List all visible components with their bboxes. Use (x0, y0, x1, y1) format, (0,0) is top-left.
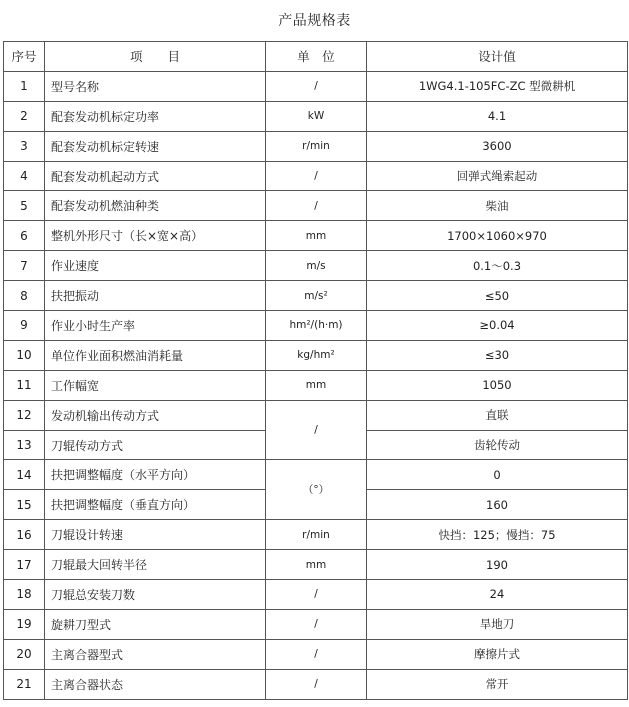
table-row (4, 101, 628, 131)
row-unit: / (266, 580, 367, 610)
header-no: 序号 (4, 42, 45, 72)
table-row (4, 370, 628, 400)
row-value: 0.1～0.3 (367, 251, 628, 281)
row-item: 配套发动机燃油种类 (45, 191, 266, 221)
header-item: 项 目 (45, 42, 266, 72)
row-item: 整机外形尺寸（长×宽×高） (45, 221, 266, 251)
table-row (4, 340, 628, 370)
row-value: 旱地刀 (367, 609, 628, 639)
row-value: 柴油 (367, 191, 628, 221)
row-item: 刀辊最大回转半径 (45, 550, 266, 580)
row-value: 1050 (367, 370, 628, 400)
table-row (4, 131, 628, 161)
row-item: 扶把调整幅度（水平方向） (45, 460, 266, 490)
row-unit: mm (266, 221, 367, 251)
row-unit: / (266, 669, 367, 699)
row-value: 160 (367, 490, 628, 520)
row-item: 工作幅宽 (45, 370, 266, 400)
table-row (4, 639, 628, 669)
row-no: 6 (4, 221, 45, 251)
row-item: 扶把调整幅度（垂直方向） (45, 490, 266, 520)
row-item: 刀辊传动方式 (45, 430, 266, 460)
page-title: 产品规格表 (278, 13, 351, 29)
table-row (4, 400, 628, 430)
header-unit: 单 位 (266, 42, 367, 72)
row-unit: hm²/(h·m) (266, 311, 367, 341)
table-row (4, 251, 628, 281)
row-value: 快挡：125；慢挡：75 (367, 520, 628, 550)
table-row (4, 311, 628, 341)
row-value: 齿轮传动 (367, 430, 628, 460)
table-header-row (4, 42, 628, 72)
header-value: 设计值 (367, 42, 628, 72)
row-no: 9 (4, 311, 45, 341)
row-unit-merged: / (266, 400, 367, 460)
row-unit: / (266, 71, 367, 101)
row-value: 直联 (367, 400, 628, 430)
row-unit: kW (266, 101, 367, 131)
row-item: 发动机输出传动方式 (45, 400, 266, 430)
row-unit: kg/hm² (266, 340, 367, 370)
table-row (4, 161, 628, 191)
row-unit: r/min (266, 520, 367, 550)
row-item: 单位作业面积燃油消耗量 (45, 340, 266, 370)
row-value: ≤30 (367, 340, 628, 370)
row-no: 21 (4, 669, 45, 699)
row-unit: / (266, 161, 367, 191)
row-no: 1 (4, 71, 45, 101)
row-unit: mm (266, 550, 367, 580)
row-no: 18 (4, 580, 45, 610)
row-no: 16 (4, 520, 45, 550)
row-no: 19 (4, 609, 45, 639)
row-item: 刀辊总安装刀数 (45, 580, 266, 610)
row-value: ≥0.04 (367, 311, 628, 341)
row-item: 型号名称 (45, 71, 266, 101)
table-row (4, 609, 628, 639)
row-value: 常开 (367, 669, 628, 699)
row-unit: m/s (266, 251, 367, 281)
row-unit: / (266, 639, 367, 669)
table-row (4, 460, 628, 490)
row-unit-merged: （°） (266, 460, 367, 520)
row-item: 配套发动机起动方式 (45, 161, 266, 191)
row-unit: m/s² (266, 281, 367, 311)
table-row (4, 71, 628, 101)
row-no: 20 (4, 639, 45, 669)
row-item: 刀辊设计转速 (45, 520, 266, 550)
row-unit: / (266, 191, 367, 221)
row-item: 配套发动机标定功率 (45, 101, 266, 131)
row-value: 3600 (367, 131, 628, 161)
table-row (4, 580, 628, 610)
table-row (4, 669, 628, 699)
row-no: 3 (4, 131, 45, 161)
row-no: 7 (4, 251, 45, 281)
row-no: 2 (4, 101, 45, 131)
table-row (4, 191, 628, 221)
row-no: 15 (4, 490, 45, 520)
row-no: 13 (4, 430, 45, 460)
row-no: 11 (4, 370, 45, 400)
row-no: 17 (4, 550, 45, 580)
row-item: 作业速度 (45, 251, 266, 281)
row-item: 主离合器型式 (45, 639, 266, 669)
table-row (4, 550, 628, 580)
row-item: 旋耕刀型式 (45, 609, 266, 639)
row-no: 12 (4, 400, 45, 430)
row-unit: r/min (266, 131, 367, 161)
row-value: 4.1 (367, 101, 628, 131)
table-row (4, 221, 628, 251)
row-no: 14 (4, 460, 45, 490)
table-row (4, 520, 628, 550)
row-value: 0 (367, 460, 628, 490)
row-value: 190 (367, 550, 628, 580)
row-value: 1WG4.1-105FC-ZC 型微耕机 (367, 71, 628, 101)
row-value: 摩擦片式 (367, 639, 628, 669)
row-value: 1700×1060×970 (367, 221, 628, 251)
row-unit: mm (266, 370, 367, 400)
row-no: 4 (4, 161, 45, 191)
row-unit: / (266, 609, 367, 639)
row-item: 作业小时生产率 (45, 311, 266, 341)
row-no: 5 (4, 191, 45, 221)
row-no: 10 (4, 340, 45, 370)
row-item: 配套发动机标定转速 (45, 131, 266, 161)
row-item: 扶把振动 (45, 281, 266, 311)
row-value: 回弹式绳索起动 (367, 161, 628, 191)
row-no: 8 (4, 281, 45, 311)
table-row (4, 281, 628, 311)
row-value: 24 (367, 580, 628, 610)
spec-table (3, 41, 628, 700)
row-value: ≤50 (367, 281, 628, 311)
row-item: 主离合器状态 (45, 669, 266, 699)
